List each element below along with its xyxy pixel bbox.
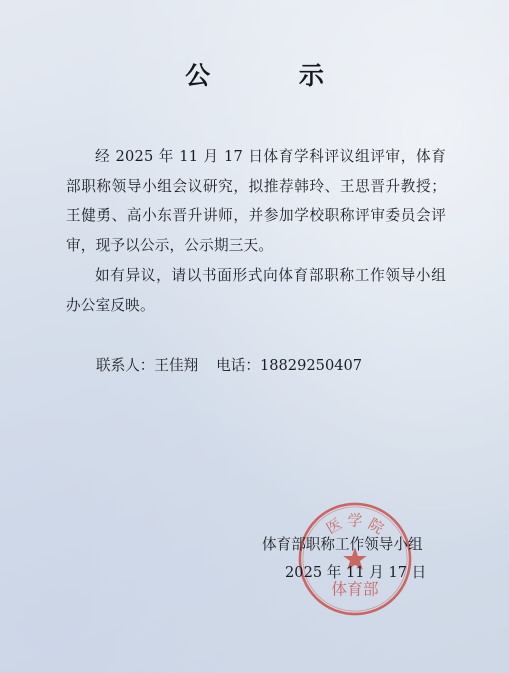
svg-text:医 学 院: 医 学 院 <box>323 512 387 538</box>
announcement-paragraph: 经 2025 年 11 月 17 日体育学科评议组评审，体育部职称领导小组会议研究，拟推荐韩玲、王思晋升教授；王健勇、高小东晋升讲师，并参加学校职称评审委员会评审，现予以公示，公示期三天。 <box>66 148 446 254</box>
svg-text:体育部: 体育部 <box>331 579 379 599</box>
contact-person: 联系人：王佳翔 <box>96 357 199 374</box>
signing-date: 2025 年 11 月 17 日 <box>285 564 427 581</box>
document-title: 公 示 <box>185 61 364 90</box>
objection-paragraph: 如有异议，请以书面形式向体育部职称工作领导小组办公室反映。 <box>66 267 446 314</box>
contact-phone: 电话：18829250407 <box>216 357 363 374</box>
signing-organization: 体育部职称工作领导小组 <box>262 536 423 553</box>
contact-line <box>96 351 362 380</box>
